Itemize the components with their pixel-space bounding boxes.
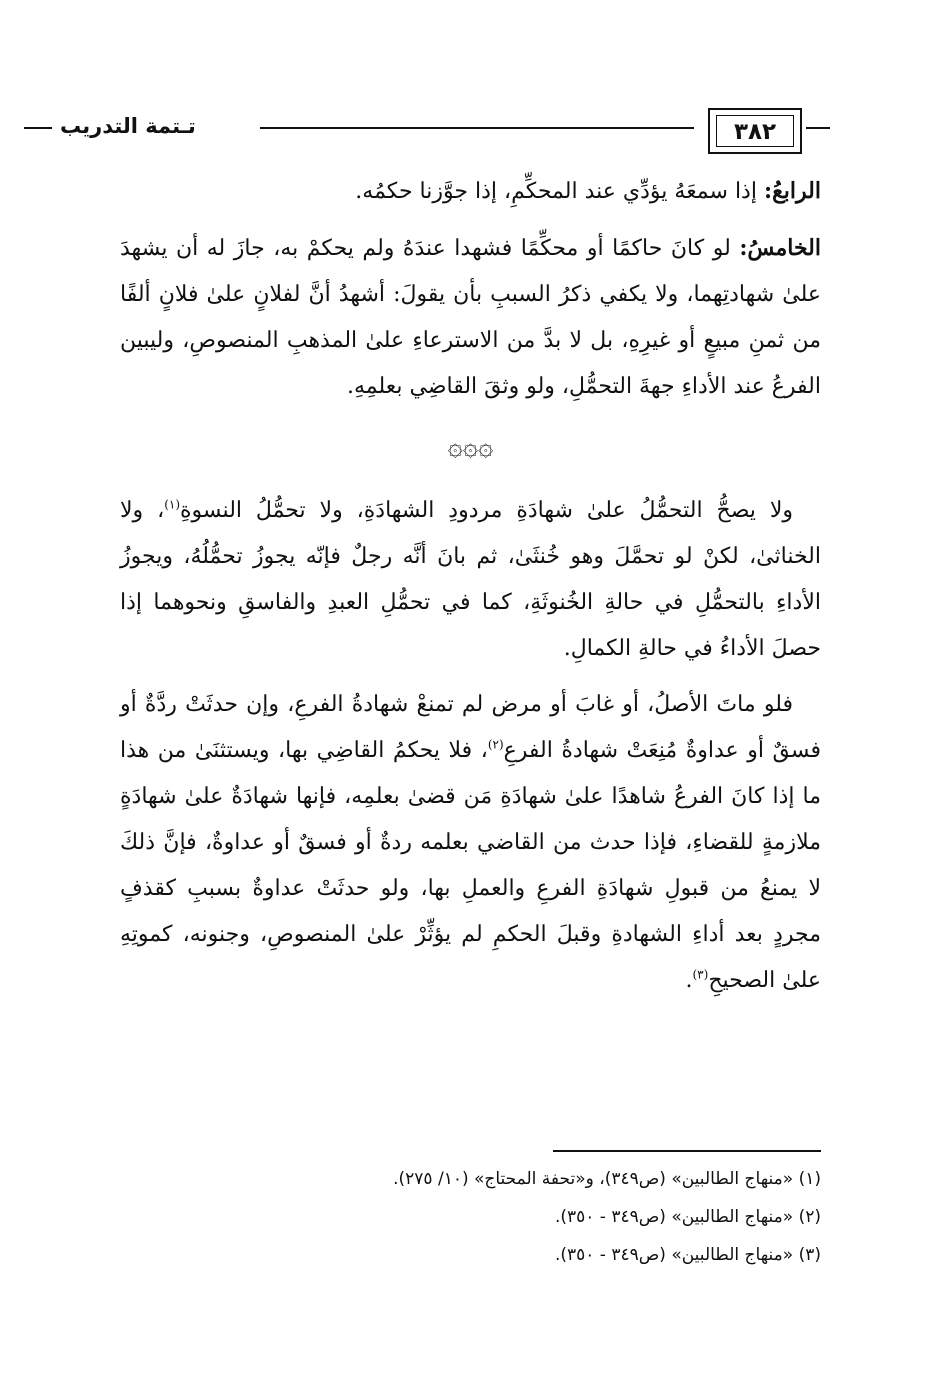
- footnote-1: (١) «منهاج الطالبين» (ص٣٤٩)، و«تحفة المحتاج» (١٠/ ٢٧٥).: [393, 1169, 821, 1189]
- footnote-2: (٢) «منهاج الطالبين» (ص٣٤٩ - ٣٥٠).: [554, 1207, 821, 1227]
- footnote-ref[interactable]: (٣): [692, 967, 709, 982]
- paragraph-text: ، فلا يحكمُ القاضِي بها، ويستثنَىٰ من هذا ما إذا كانَ الفرعُ شاهدًا علىٰ شهادَةِ مَن قضىٰ بعلمِه، فإنها شهادَةٌ علىٰ شهادَةٍ ملازمةٍ للقضاءِ، فإذا حدث من القاضي بعلمه ردةٌ أو فسقٌ أو عداوةٌ، فإنَّ ذلكَ لا يمنعُ من قبولِ شهادَةِ الفرعِ والعملِ بها، ولو حدثَتْ عداوةٌ بسببِ كقذفٍ مجردٍ بعد أداءِ الشهادةِ وقبلَ الحكمِ لم يؤثِّرْ علىٰ المنصوصِ، وجنونه، كموتِهِ علىٰ الصحيحِ: [120, 738, 821, 993]
- main-text: [120, 168, 821, 1014]
- paragraph-text: لو كانَ حاكمًا أو محكِّمًا فشهدا عندَهُ ولم يحكمْ به، جازَ له أن يشهدَ علىٰ شهادتِهما، ولا يكفي ذكرُ السببِ بأن يقولَ: أشهدُ أنَّ لفلانٍ علىٰ فلانٍ ألفًا من ثمنِ مبيعٍ أو غيرِهِ، بل لا بدَّ من الاسترعاءِ علىٰ المذهبِ المنصوصِ، وليبين الفرعُ عند الأداءِ جهةَ التحمُّلِ، ولو وثقَ القاضِي بعلمِهِ.: [120, 236, 822, 399]
- paragraph-text: ، ولا الخناثىٰ، لكنْ لو تحمَّلَ وهو خُنثَىٰ، ثم بانَ أنَّه رجلٌ فإنّه يجوزُ تحمُّلُهُ، ويجوزُ الأداءِ بالتحمُّلِ في حالةِ الخُنوثَةِ، كما في تحمُّلِ العبدِ والفاسقِ ونحوهما إذا حصلَ الأداءُ في حالةِ الكمالِ.: [120, 498, 821, 661]
- paragraph-4: [120, 682, 821, 1004]
- page-number-box: [708, 108, 802, 154]
- paragraph-text: فلو ماتَ الأصلُ، أو غابَ أو مرض لم تمنعْ شهادةُ الفرعِ، وإن حدثَتْ ردَّةٌ أو فسقٌ أو عداوةٌ مُنِعَتْ شهادةُ الفرعِ: [120, 692, 821, 763]
- paragraph-lead: الخامسُ:: [739, 235, 821, 261]
- paragraph-3: [120, 488, 821, 672]
- paragraph-text: ولا يصحُّ التحمُّلُ علىٰ شهادَةِ مردودِ الشهادَةِ، ولا تحمُّلُ النسوةِ: [180, 498, 794, 523]
- section-ornament: ۞۞۞: [447, 432, 494, 462]
- footnote-ref[interactable]: (١): [164, 497, 181, 512]
- header-dash: [24, 127, 52, 129]
- paragraph-text: .: [685, 968, 693, 993]
- page-number: ٣٨٢: [716, 115, 794, 147]
- paragraph-1: [120, 168, 821, 215]
- footnote-ref[interactable]: (٢): [487, 737, 504, 752]
- footnote-separator: [553, 1150, 821, 1152]
- paragraph-text: إذا سمعَهُ يؤدِّي عند المحكِّمِ، إذا جوَّزنا حكمُه.: [355, 179, 764, 204]
- header-tick: [806, 127, 830, 129]
- paragraph-2: [120, 225, 821, 410]
- header-rule: [260, 127, 694, 129]
- running-title: تـتمة التدريب: [60, 114, 196, 138]
- footnote-3: (٣) «منهاج الطالبين» (ص٣٤٩ - ٣٥٠).: [554, 1245, 821, 1265]
- paragraph-lead: الرابعُ:: [763, 178, 821, 204]
- footnotes: [120, 1160, 821, 1274]
- page-header: [60, 108, 830, 158]
